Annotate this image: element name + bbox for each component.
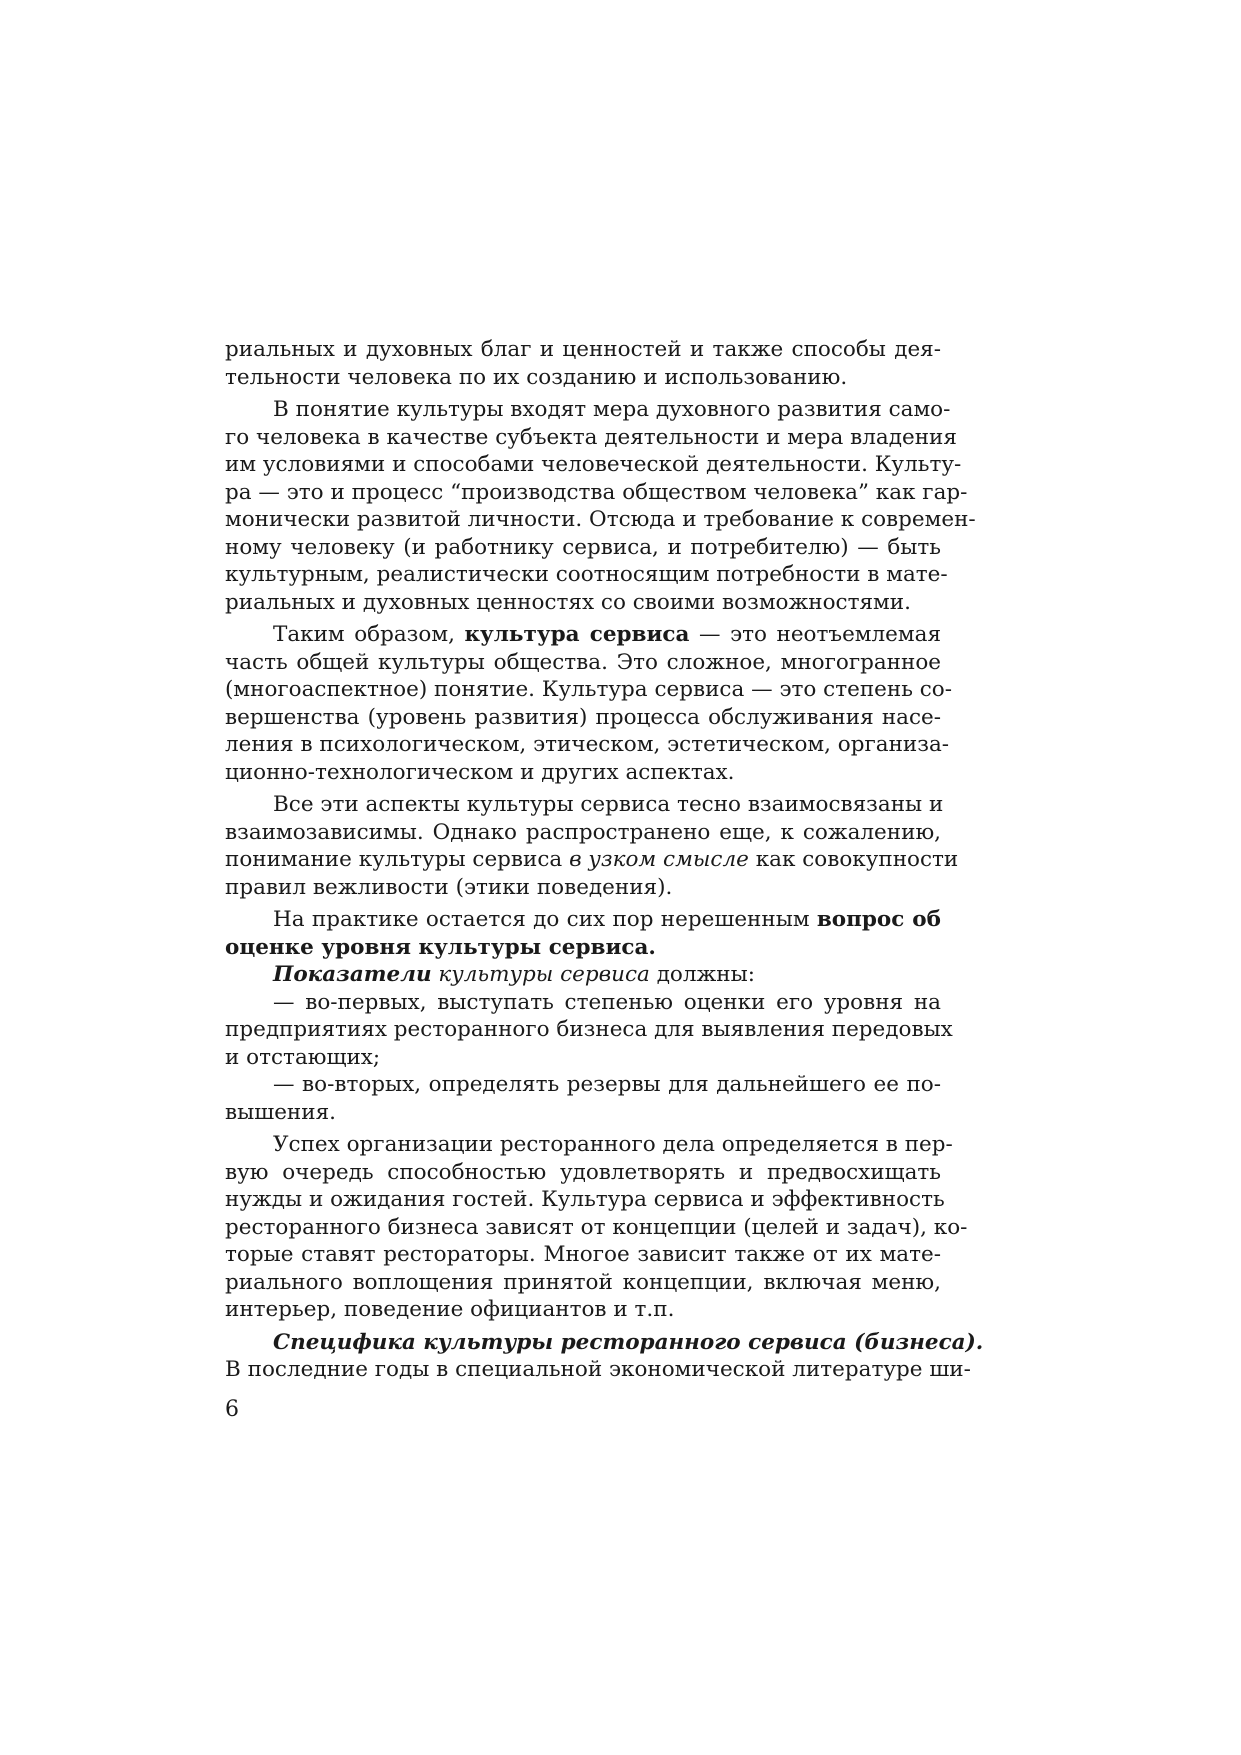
paragraph [225, 791, 959, 901]
text-line: правил вежливости (этики поведения). [225, 874, 673, 900]
bold-term: оценке уровня культуры сервиса. [225, 934, 656, 960]
text-line: риальных и духовных ценностях со своими возможностями. [225, 589, 911, 615]
text-run: Таким образом, [273, 622, 465, 647]
text-line: вышения. [225, 1099, 336, 1125]
page-number: 6 [225, 1397, 239, 1422]
section-heading: Специфика культуры ресторанного сервиса (бизнеса). [273, 1329, 984, 1355]
text-line: В последние годы в специальной экономической литературе ши- [225, 1357, 971, 1382]
text-line: им условиями и способами человеческой деятельности. Культу- [225, 452, 962, 477]
text-line: (многоаспектное) понятие. Культура сервиса — это степень со- [225, 677, 952, 702]
text-line: вую очередь способностью удовлетворять и предвосхищать [225, 1159, 941, 1185]
paragraph [225, 1071, 941, 1126]
bold-term: вопрос об [816, 907, 941, 932]
text-run: — это неотъемлемая [689, 622, 942, 647]
paragraph [225, 621, 952, 786]
text-line: го человека в качестве субъекта деятельности и мера владения [225, 424, 957, 450]
text-run: должны: [649, 962, 755, 987]
text-line [225, 934, 941, 962]
text-line: монически развитой личности. Отсюда и требование к современ- [225, 507, 976, 532]
paragraph [225, 396, 976, 616]
text-line: Успех организации ресторанного дела определяется в пер- [273, 1132, 953, 1157]
text-line: взаимозависимы. Однако распространено еще, к сожалению, [225, 819, 941, 845]
text-line: риальных и духовных благ и ценностей и также способы дея- [225, 337, 941, 362]
text-line: часть общей культуры общества. Это сложное, многогранное [225, 649, 941, 675]
text-line: ресторанного бизнеса зависят от концепции (целей и задач), ко- [225, 1214, 968, 1240]
text-line: интерьер, поведение официантов и т.п. [225, 1297, 675, 1322]
text-line: предприятиях ресторанного бизнеса для выявления передовых [225, 1017, 953, 1042]
text-line: культурным, реалистически соотносящим потребности в мате- [225, 562, 948, 587]
paragraph [225, 1329, 984, 1384]
text-line: ра — это и процесс “производства обществом человека” как гар- [225, 479, 968, 505]
text-line: риального воплощения принятой концепции, включая меню, [225, 1269, 941, 1295]
paragraph [225, 989, 953, 1072]
text-line: — во-вторых, определять резервы для дальнейшего ее по- [273, 1072, 941, 1097]
text-line: торые ставят рестораторы. Многое зависит также от их мате- [225, 1242, 941, 1267]
text-run: понимание культуры сервиса [225, 847, 570, 872]
text-line [225, 846, 959, 874]
paragraph [225, 906, 941, 961]
text-line: тельности человека по их созданию и использованию. [225, 364, 848, 390]
paragraph [225, 336, 941, 391]
bold-term: культура сервиса [464, 622, 690, 647]
bold-italic-term: Показатели [273, 962, 432, 987]
paragraph [225, 961, 941, 989]
text-line [225, 621, 941, 649]
body-text [225, 336, 984, 1384]
text-run: На практике остается до сих пор нерешенным [273, 907, 817, 932]
text-line [225, 1329, 984, 1357]
text-line: Все эти аспекты культуры сервиса тесно взаимосвязаны и [273, 792, 944, 817]
italic-term: в узком смысле [569, 847, 749, 872]
text-line: — во-первых, выступать степенью оценки его уровня на [273, 989, 941, 1015]
text-run: как совокупности [748, 847, 959, 872]
text-line: ному человеку (и работнику сервиса, и потребителю) — быть [225, 534, 941, 560]
text-line: ления в психологическом, этическом, эстетическом, организа- [225, 732, 950, 757]
text-line: В понятие культуры входят мера духовного развития само- [273, 397, 951, 422]
paragraph [225, 1131, 968, 1324]
text-line: ционно-технологическом и других аспектах. [225, 759, 735, 785]
text-line: и отстающих; [225, 1044, 381, 1070]
text-line: нужды и ожидания гостей. Культура сервиса и эффективность [225, 1187, 945, 1212]
text-line: вершенства (уровень развития) процесса обслуживания насе- [225, 704, 941, 730]
italic-term: культуры сервиса [431, 962, 650, 987]
text-line [225, 906, 941, 934]
text-line [225, 961, 941, 989]
